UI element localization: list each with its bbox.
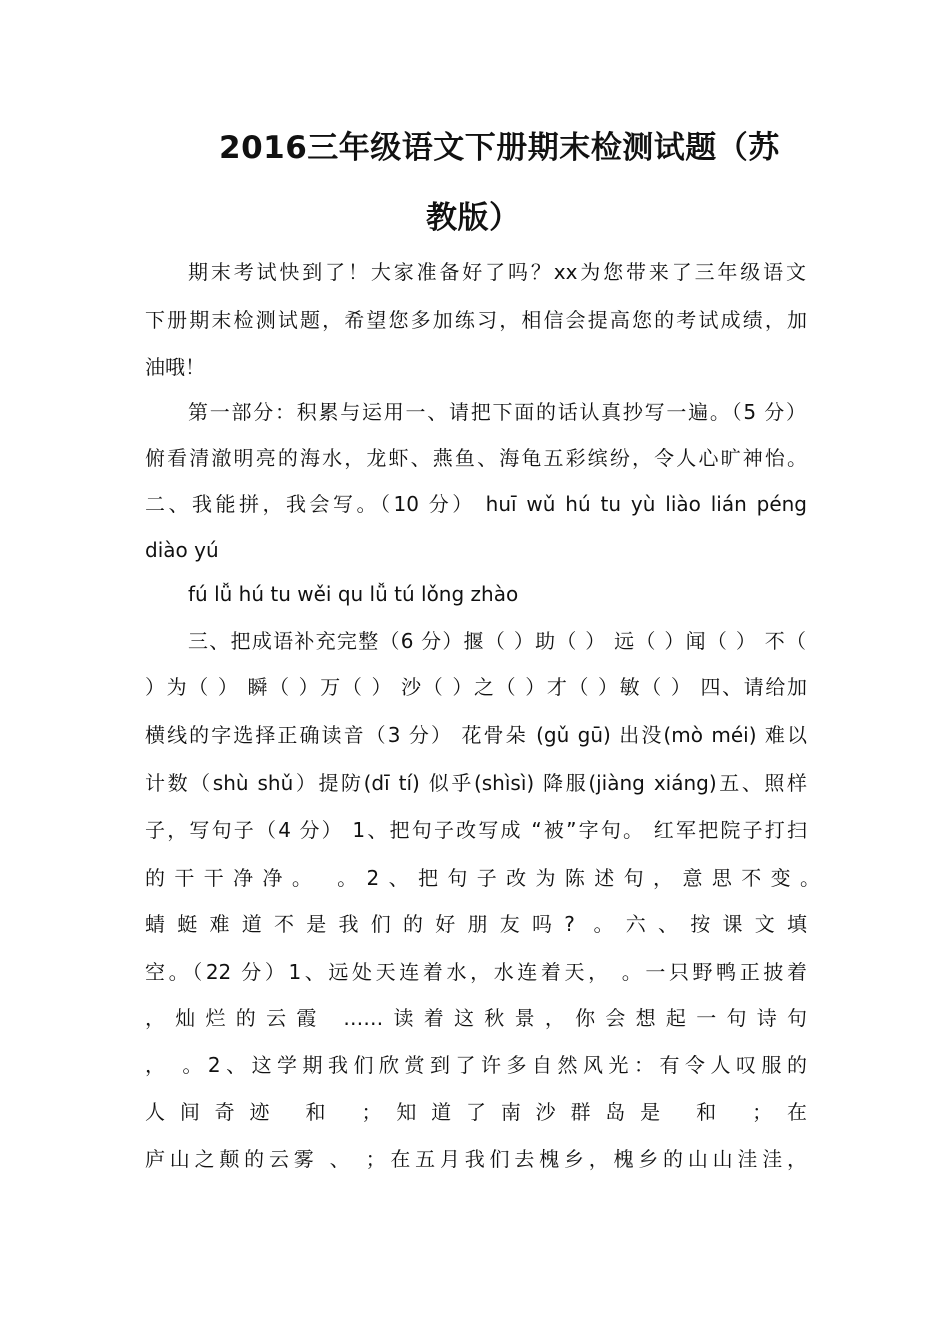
section-six-fill-3: ， 。2、这学期我们欣赏到了许多自然风光：有令人叹服的 bbox=[145, 1053, 807, 1077]
intro-line-2: 下册期末检测试题，希望您多加练习，相信会提高您的考试成绩，加 bbox=[145, 308, 807, 332]
section-six-fill-1: 空。（22 分）1、远处天连着水，水连着天， 。一只野鸭正披着 bbox=[145, 960, 807, 984]
section-six-fill-2: ，灿烂的云霞 ……读着这秋景，你会想起一句诗句 bbox=[145, 1006, 807, 1030]
section-five-sentences-cont: 的干干净净。 。2、把句子改为陈述句，意思不变。 bbox=[145, 866, 820, 890]
part-one-heading: 第一部分：积累与运用一、请把下面的话认真抄写一遍。（5 分） bbox=[188, 400, 806, 424]
section-six-heading: 蜻蜓难道不是我们的好朋友吗? 。六、按课文填 bbox=[145, 912, 807, 936]
section-two-pinyin-row2: fú lǚ hú tu wěi qu lǚ tú lǒng zhào bbox=[188, 582, 519, 606]
intro-line-1: 期末考试快到了！大家准备好了吗？xx为您带来了三年级语文 bbox=[188, 260, 806, 284]
section-two-pinyin: 二、我能拼，我会写。（10 分） huī wǔ hú tu yù liào lián péng bbox=[145, 492, 807, 516]
section-four-pronunciation: 横线的字选择正确读音（3 分） 花骨朵 (gǔ gū) 出没(mò méi) 难以 bbox=[145, 723, 807, 747]
section-five-sentences: 子，写句子（4 分） 1、把句子改写成 “被”字句。 红军把院子打扫 bbox=[145, 818, 807, 842]
section-three-idioms: 三、把成语补充完整（6 分）揠（ ）助（ ） 远（ ）闻（ ） 不（ bbox=[188, 629, 806, 653]
copy-sentence: 俯看清澈明亮的海水，龙虾、燕鱼、海龟五彩缤纷，令人心旷神怡。 bbox=[145, 446, 807, 470]
section-four-pronunciation-cont: 计数（shù shǔ）提防(dī tí) 似乎(shìsì) 降服(jiàng xiáng)五、照样 bbox=[145, 771, 807, 795]
section-six-fill-5: 庐山之颠的云雾 、 ；在五月我们去槐乡，槐乡的山山洼洼， bbox=[145, 1147, 807, 1171]
document-title-line-2: 教版） bbox=[426, 200, 521, 236]
intro-line-3: 油哦！ bbox=[145, 355, 205, 379]
section-three-idioms-cont: ）为（ ） 瞬（ ）万（ ） 沙（ ）之（ ）才（ ）敏（ ） 四、请给加 bbox=[145, 675, 807, 699]
section-two-pinyin-cont: diào yú bbox=[145, 538, 219, 562]
section-six-fill-4: 人间奇迹 和 ；知道了南沙群岛是 和 ；在 bbox=[145, 1100, 807, 1124]
document-title-line-1: 2016三年级语文下册期末检测试题（苏 bbox=[219, 130, 780, 166]
